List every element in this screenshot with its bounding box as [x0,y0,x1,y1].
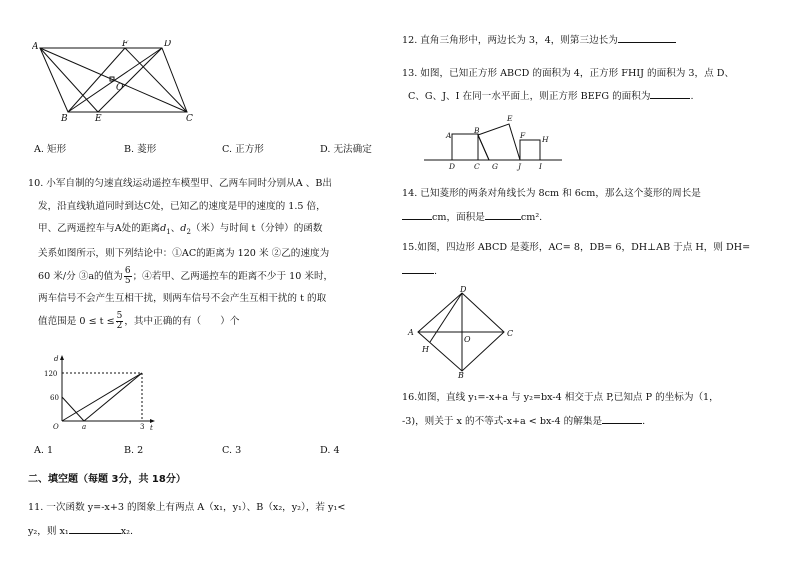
q12-text: 12. 直角三角形中，两边长为 3，4，则第三边长为 [402,35,618,46]
q13-line-1: 13. 如图，已知正方形 ABCD 的面积为 4，正方形 FHIJ 的面积为 3，点 D、 [402,68,735,79]
question-13 [402,62,774,108]
sq-label-e: E [507,114,513,123]
q10-d1: d [160,223,167,234]
label-c: C [186,114,193,122]
graph-tick-60: 60 [50,394,59,402]
q14-line-2 [402,206,774,230]
section-2-heading: 二、填空题（每题 3分，共 18分） [28,474,186,485]
graph-line-jia [62,373,142,421]
sq-label-j: J [518,162,522,171]
q13-line-2-text: C、G、J、I 在同一水平面上，则正方形 BEFG 的面积为 [408,91,651,102]
sq-label-b: B [474,126,480,135]
sq-label-f: F [520,131,526,140]
q10-line-2: 发，沿直线轨道同时到达C处，已知乙的速度是甲的速度的 1.5 倍， [38,200,326,212]
sq-label-a: A [446,131,452,140]
sq-label-h: H [542,135,549,144]
q10-option-b[interactable]: B. 2 [124,445,144,456]
q10-line-5-a: 60 米/分 ③a的值为 [38,270,123,282]
q14-line-2-a: cm，面积是 [432,212,485,223]
q16-end: . [642,416,646,427]
q15-end: . [434,266,438,277]
question-16 [402,386,774,434]
question-14 [402,182,774,230]
q15-answer-blank[interactable] [402,263,434,274]
q11-answer-blank[interactable] [69,523,121,534]
label-b: B [61,114,68,122]
square-befg [478,124,520,160]
sq-label-c: C [474,162,480,171]
q10-line-7 [28,311,398,334]
q14-line-1: 14. 已知菱形的两条对角线长为 8cm 和 6cm，那么这个菱形的周长是 [402,188,701,199]
sq-label-g: G [492,162,498,171]
q15-line-2 [402,260,774,284]
segment-fb [68,48,125,112]
square-abcd [452,134,478,160]
q9-option-a[interactable]: A. 矩形 [34,144,67,155]
q11-line-2 [28,520,398,544]
rh-label-b: B [458,371,464,378]
q11-line-2-a: y₂，则 x₁ [28,526,69,537]
label-e: E [95,114,102,122]
q10-frac-t-den: 2 [116,320,123,331]
label-o: O [116,83,124,93]
q16-line-2-text: -3)，则关于 x 的不等式-x+a < bx-4 的解集是 [402,416,603,427]
graph-label-t: t [150,424,153,430]
q10-option-a[interactable]: A. 1 [34,445,54,456]
graph-tick-a: a [82,423,87,430]
rhombus-figure [404,286,524,378]
q9-option-b[interactable]: B. 菱形 [124,144,157,155]
q10-line-6: 两车信号不会产生互相干扰，则两车信号不会产生互相干扰的 t 的取 [38,293,327,305]
question-12 [402,32,676,49]
q10-d1-sub: 1 [166,227,171,236]
q10-line-5 [28,266,398,289]
q14-perimeter-blank[interactable] [402,209,432,220]
q16-answer-blank[interactable] [602,413,642,424]
q10-d2-sub: 2 [186,227,191,236]
parallelogram-figure [32,40,207,122]
q16-line-1: 16.如图，直线 y₁=-x+a 与 y₂=bx-4 相交于点 P,已知点 P 的坐标为（1， [402,392,719,403]
q13-end: . [690,91,694,102]
segment-ae [40,48,98,112]
graph-origin: O [53,423,59,430]
q10-line-3-a: 甲、乙两遥控车与A处的距离 [38,223,161,234]
q10-d2: d [180,223,187,234]
diagonal-bd [68,48,162,112]
squares-figure [422,110,567,172]
graph-line-yi-2 [84,373,142,421]
q10-option-d[interactable]: D. 4 [320,445,340,456]
q10-sep: 、 [170,223,181,234]
q16-line-2 [402,410,774,434]
sq-label-d: D [449,162,456,171]
x-axis-arrow [150,419,155,423]
q11-line-1: 11. 一次函数 y=-x+3 的图象上有两点 A（x₁，y₁）、B（x₂，y₂），若 y₁< [28,502,346,513]
sq-label-i: I [539,162,542,171]
graph-tick-120: 120 [44,370,58,378]
q9-option-c[interactable]: C. 正方形 [222,144,264,155]
graph-label-d: d [54,355,59,363]
q10-frac-a-num: 6 [124,265,131,276]
q10-line-3-b: （米）与时间 t（分钟）的函数 [190,223,323,234]
question-11 [28,496,398,544]
q10-distance-time-graph [38,355,158,430]
q9-option-d[interactable]: D. 无法确定 [320,144,372,155]
rh-label-a: A [408,328,414,337]
q12-answer-blank[interactable] [618,32,676,43]
rh-label-o: O [464,335,471,344]
q13-line-2 [402,85,774,108]
rh-label-c: C [507,329,514,338]
rh-label-d: D [460,286,467,294]
q10-line-7-a: 值范围是 0 ≤ t ≤ [38,315,115,327]
q10-line-3 [28,218,398,243]
q14-area-blank[interactable] [485,209,521,220]
q14-line-2-b: cm². [520,212,543,223]
y-axis-arrow [60,355,64,360]
segment-fc [125,48,187,112]
q10-line-4: 关系如图所示，则下列结论中：①AC的距离为 120 米 ②乙的速度为 [38,248,330,260]
q10-fraction-t [116,312,124,331]
rh-label-h: H [422,345,429,354]
question-15 [402,236,774,284]
q11-line-2-b: x₂. [120,526,134,537]
label-a: A [32,42,39,52]
graph-line-yi-1 [62,397,84,421]
square-fhij [520,140,540,160]
graph-tick-3: 3 [140,423,145,430]
segment-bg [478,135,489,160]
q10-frac-t-num: 5 [116,310,123,321]
q13-answer-blank[interactable] [650,88,690,99]
label-f: F [122,40,129,49]
q10-option-c[interactable]: C. 3 [222,445,242,456]
q10-frac-a-den: 5 [124,275,131,286]
question-10 [28,173,398,333]
label-d: D [164,40,172,49]
q10-line-5-b: ；④若甲、乙两遥控车的距离不少于 10 米时， [132,270,334,282]
q15-line-1: 15.如图，四边形 ABCD 是菱形，AC= 8，DB= 6，DH⊥AB 于点 H，则 DH= [402,242,751,253]
q10-fraction-a [124,267,132,286]
q10-line-7-b: ，其中正确的有（ ）个 [124,315,240,327]
q10-line-1: 10. 小军自制的匀速直线运动遥控车模型甲、乙两车同时分别从A 、B出 [28,178,332,189]
segment-ed [98,48,162,112]
